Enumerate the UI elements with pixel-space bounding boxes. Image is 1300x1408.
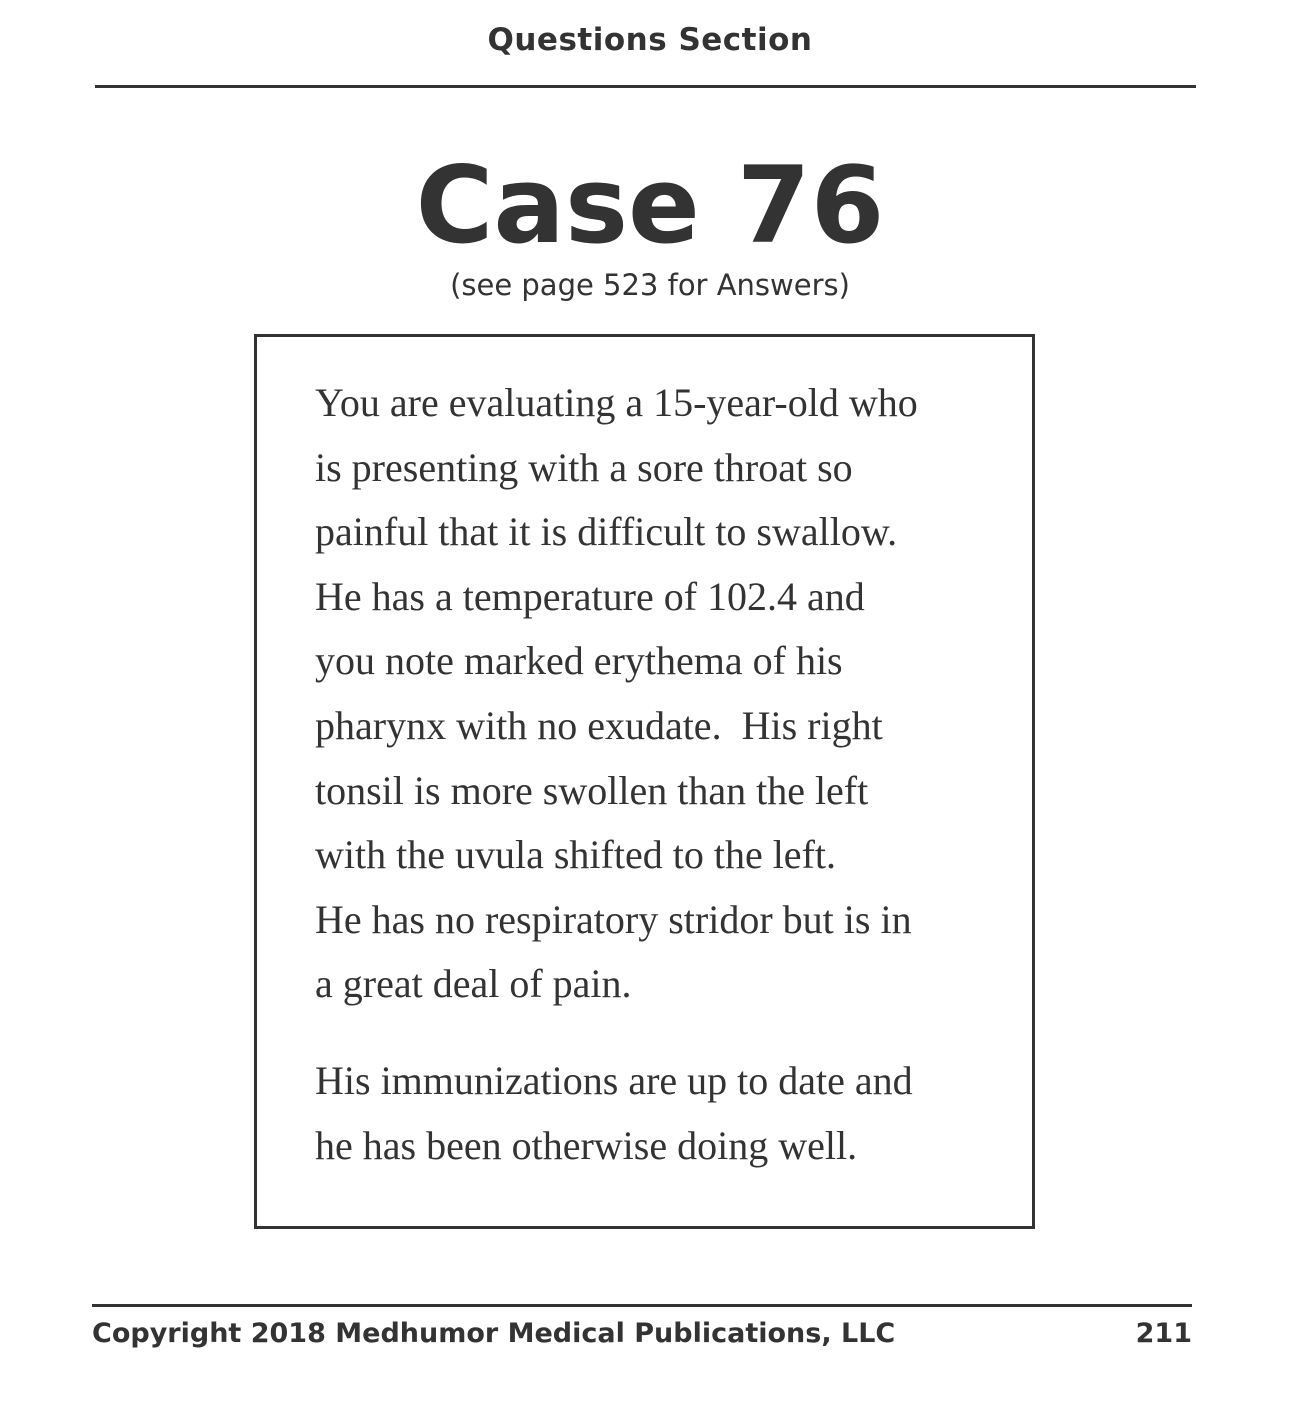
case-line: painful that it is difficult to swallow.: [315, 509, 898, 555]
case-paragraph: [315, 371, 1005, 1017]
header-divider: [95, 85, 1196, 88]
case-line: you note marked erythema of his: [315, 638, 843, 684]
section-header: Questions Section: [487, 22, 813, 58]
page-number: 211: [1135, 1318, 1192, 1349]
footer-divider: [92, 1304, 1192, 1307]
case-line: He has no respiratory stridor but is in: [315, 896, 912, 942]
case-line: is presenting with a sore throat so: [315, 444, 853, 490]
case-line: he has been otherwise doing well.: [315, 1122, 858, 1168]
case-line: a great deal of pain.: [315, 961, 632, 1007]
case-line: with the uvula shifted to the left.: [315, 832, 836, 878]
case-line: You are evaluating a 15-year-old who: [315, 380, 918, 425]
case-title: Case 76: [415, 144, 885, 267]
case-line: tonsil is more swollen than the left: [315, 767, 869, 813]
case-answer-reference: (see page 523 for Answers): [450, 268, 850, 302]
case-paragraph: [315, 1049, 1005, 1178]
case-line: His immunizations are up to date and: [315, 1057, 913, 1103]
copyright-notice: Copyright 2018 Medhumor Medical Publications, LLC: [92, 1318, 896, 1349]
case-line: pharynx with no exudate. His right: [315, 702, 883, 748]
case-line: He has a temperature of 102.4 and: [315, 573, 865, 619]
case-description: [315, 371, 1005, 1178]
